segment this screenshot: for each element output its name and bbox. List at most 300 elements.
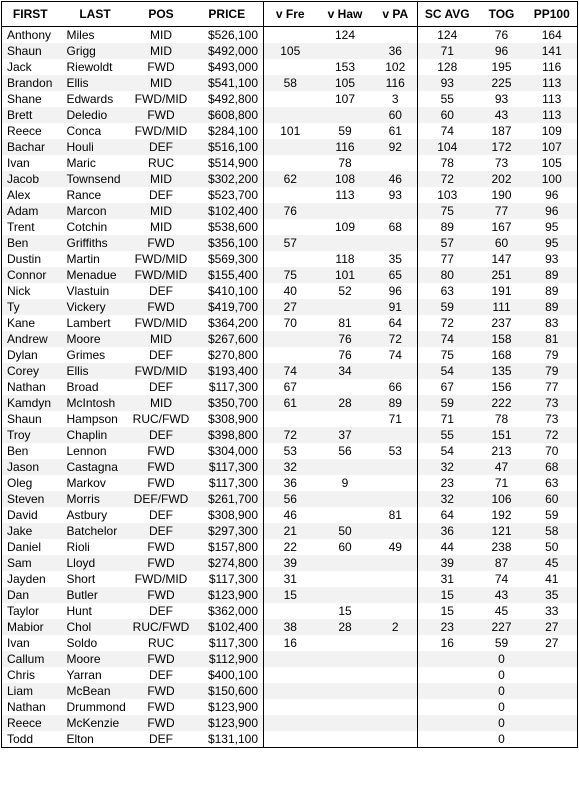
cell-last-name: Deledio [59,107,132,123]
cell-last-name: Chaplin [59,427,132,443]
cell-pp100: 77 [527,379,578,395]
cell-tog: 76 [477,27,527,44]
cell-sc-avg: 128 [418,59,477,75]
cell-position: DEF [132,139,191,155]
cell-last-name: Soldo [59,635,132,651]
cell-v-fre: 27 [264,299,317,315]
cell-position: FWD [132,587,191,603]
cell-last-name: Lennon [59,443,132,459]
cell-tog: 73 [477,155,527,171]
cell-last-name: Astbury [59,507,132,523]
cell-sc-avg [418,667,477,683]
cell-v-fre: 70 [264,315,317,331]
cell-pp100: 100 [527,171,578,187]
cell-last-name: Yarran [59,667,132,683]
cell-v-haw: 56 [317,443,374,459]
cell-tog: 168 [477,347,527,363]
cell-sc-avg: 15 [418,587,477,603]
cell-last-name: Ellis [59,75,132,91]
cell-tog: 156 [477,379,527,395]
cell-price: $516,100 [191,139,264,155]
cell-v-pa: 89 [374,395,418,411]
cell-v-pa: 116 [374,75,418,91]
cell-pp100: 79 [527,363,578,379]
cell-v-pa [374,523,418,539]
cell-v-fre [264,651,317,667]
cell-v-haw: 52 [317,283,374,299]
cell-sc-avg [418,731,477,748]
cell-tog: 190 [477,187,527,203]
table-row [2,443,578,459]
table-row [2,171,578,187]
table-row [2,155,578,171]
cell-position: FWD/MID [132,91,191,107]
cell-first-name: Ben [2,235,59,251]
cell-position: MID [132,43,191,59]
cell-v-pa: 74 [374,347,418,363]
table-row [2,651,578,667]
cell-price: $410,100 [191,283,264,299]
cell-first-name: Andrew [2,331,59,347]
cell-position: DEF [132,347,191,363]
cell-sc-avg: 39 [418,555,477,571]
cell-first-name: Brandon [2,75,59,91]
cell-first-name: Jacob [2,171,59,187]
cell-pp100: 50 [527,539,578,555]
cell-v-fre: 105 [264,43,317,59]
cell-v-pa [374,459,418,475]
cell-price: $117,300 [191,379,264,395]
table-row [2,43,578,59]
cell-price: $102,400 [191,203,264,219]
cell-last-name: Short [59,571,132,587]
table-row [2,475,578,491]
cell-position: DEF [132,379,191,395]
cell-first-name: Jayden [2,571,59,587]
cell-v-haw [317,299,374,315]
cell-sc-avg: 36 [418,523,477,539]
cell-position: MID [132,395,191,411]
player-stats-table [1,1,578,748]
cell-price: $102,400 [191,619,264,635]
cell-price: $261,700 [191,491,264,507]
cell-sc-avg: 64 [418,507,477,523]
cell-sc-avg: 67 [418,379,477,395]
cell-tog: 0 [477,667,527,683]
cell-tog: 47 [477,459,527,475]
cell-v-fre: 36 [264,475,317,491]
cell-tog: 111 [477,299,527,315]
cell-pp100: 81 [527,331,578,347]
cell-position: FWD [132,59,191,75]
cell-price: $112,900 [191,651,264,667]
cell-v-haw [317,555,374,571]
cell-price: $608,800 [191,107,264,123]
cell-pp100 [527,715,578,731]
cell-last-name: McBean [59,683,132,699]
table-row [2,331,578,347]
cell-sc-avg: 15 [418,603,477,619]
cell-v-haw [317,107,374,123]
table-row [2,587,578,603]
cell-v-pa [374,363,418,379]
cell-position: DEF [132,523,191,539]
cell-last-name: Elton [59,731,132,748]
table-row [2,379,578,395]
cell-last-name: Broad [59,379,132,395]
table-row [2,491,578,507]
cell-position: FWD/MID [132,571,191,587]
cell-pp100: 116 [527,59,578,75]
cell-first-name: Reece [2,715,59,731]
cell-v-fre: 39 [264,555,317,571]
cell-position: RUC [132,635,191,651]
cell-price: $523,700 [191,187,264,203]
cell-sc-avg: 80 [418,267,477,283]
cell-pp100: 107 [527,139,578,155]
cell-v-fre [264,603,317,619]
cell-v-pa [374,587,418,603]
cell-v-pa: 64 [374,315,418,331]
cell-v-fre [264,715,317,731]
cell-pp100: 58 [527,523,578,539]
cell-pp100: 89 [527,299,578,315]
cell-v-pa [374,491,418,507]
cell-first-name: Connor [2,267,59,283]
header-v-pa: v PA [374,2,418,27]
cell-last-name: McKenzie [59,715,132,731]
cell-sc-avg [418,651,477,667]
cell-price: $302,200 [191,171,264,187]
cell-price: $155,400 [191,267,264,283]
cell-v-fre [264,107,317,123]
cell-position: DEF [132,667,191,683]
cell-tog: 202 [477,171,527,187]
cell-v-fre [264,251,317,267]
cell-tog: 106 [477,491,527,507]
cell-v-fre: 56 [264,491,317,507]
cell-position: DEF [132,507,191,523]
cell-pp100: 113 [527,75,578,91]
cell-v-haw [317,43,374,59]
cell-price: $398,800 [191,427,264,443]
cell-v-haw [317,667,374,683]
cell-last-name: Butler [59,587,132,603]
cell-first-name: Brett [2,107,59,123]
cell-tog: 227 [477,619,527,635]
cell-v-fre: 62 [264,171,317,187]
cell-pp100: 33 [527,603,578,619]
table-row [2,619,578,635]
cell-v-haw [317,507,374,523]
cell-pp100: 59 [527,507,578,523]
cell-last-name: McIntosh [59,395,132,411]
cell-tog: 43 [477,107,527,123]
cell-tog: 151 [477,427,527,443]
cell-sc-avg: 103 [418,187,477,203]
cell-v-fre [264,187,317,203]
cell-v-pa [374,475,418,491]
cell-sc-avg: 23 [418,619,477,635]
cell-tog: 225 [477,75,527,91]
cell-price: $123,900 [191,715,264,731]
cell-sc-avg: 55 [418,91,477,107]
header-row [2,2,578,27]
cell-tog: 172 [477,139,527,155]
cell-first-name: Dustin [2,251,59,267]
table-row [2,507,578,523]
cell-v-haw: 81 [317,315,374,331]
cell-sc-avg [418,683,477,699]
cell-v-haw [317,203,374,219]
cell-v-pa [374,635,418,651]
cell-sc-avg [418,715,477,731]
cell-v-pa [374,603,418,619]
cell-price: $117,300 [191,475,264,491]
cell-v-pa [374,667,418,683]
cell-v-pa [374,683,418,699]
cell-v-fre: 53 [264,443,317,459]
cell-pp100: 93 [527,251,578,267]
cell-position: DEF [132,427,191,443]
cell-price: $131,100 [191,731,264,748]
cell-v-fre: 15 [264,587,317,603]
table-row [2,315,578,331]
cell-tog: 74 [477,571,527,587]
cell-pp100: 89 [527,267,578,283]
cell-v-fre: 72 [264,427,317,443]
table-row [2,539,578,555]
cell-first-name: Daniel [2,539,59,555]
cell-v-fre [264,331,317,347]
table-row [2,203,578,219]
cell-v-fre: 31 [264,571,317,587]
cell-price: $400,100 [191,667,264,683]
table-row [2,603,578,619]
cell-first-name: Corey [2,363,59,379]
table-row [2,75,578,91]
cell-sc-avg: 32 [418,491,477,507]
cell-v-pa: 36 [374,43,418,59]
table-row [2,395,578,411]
cell-first-name: Dylan [2,347,59,363]
cell-v-pa: 60 [374,107,418,123]
cell-price: $117,300 [191,571,264,587]
cell-v-haw [317,683,374,699]
cell-first-name: Mabior [2,619,59,635]
table-row [2,123,578,139]
cell-v-pa: 53 [374,443,418,459]
cell-first-name: Jason [2,459,59,475]
cell-first-name: Kane [2,315,59,331]
cell-last-name: Miles [59,27,132,44]
cell-v-haw [317,715,374,731]
cell-position: DEF [132,731,191,748]
cell-first-name: Ivan [2,635,59,651]
cell-last-name: Lloyd [59,555,132,571]
cell-v-fre [264,219,317,235]
cell-price: $493,000 [191,59,264,75]
cell-position: MID [132,219,191,235]
cell-price: $117,300 [191,459,264,475]
cell-v-pa: 102 [374,59,418,75]
cell-v-pa: 92 [374,139,418,155]
cell-last-name: Grigg [59,43,132,59]
cell-tog: 135 [477,363,527,379]
cell-tog: 195 [477,59,527,75]
cell-v-pa: 49 [374,539,418,555]
cell-v-pa [374,731,418,748]
cell-v-haw: 9 [317,475,374,491]
cell-last-name: Rance [59,187,132,203]
cell-pp100: 83 [527,315,578,331]
cell-v-fre: 46 [264,507,317,523]
cell-sc-avg: 74 [418,331,477,347]
cell-first-name: Reece [2,123,59,139]
cell-v-haw [317,635,374,651]
cell-position: RUC/FWD [132,620,190,634]
cell-price: $492,000 [191,43,264,59]
cell-price: $157,800 [191,539,264,555]
cell-v-haw: 124 [317,27,374,44]
cell-last-name: Hampson [59,411,132,427]
cell-tog: 192 [477,507,527,523]
cell-position: DEF [132,187,191,203]
cell-last-name: Riewoldt [59,59,132,75]
cell-tog: 222 [477,395,527,411]
cell-v-fre [264,411,317,427]
cell-first-name: Alex [2,187,59,203]
cell-v-fre [264,27,317,44]
cell-last-name: Townsend [59,171,132,187]
cell-v-fre [264,91,317,107]
cell-position: FWD/MID [132,363,191,379]
cell-v-haw: 37 [317,427,374,443]
cell-last-name: Grimes [59,347,132,363]
cell-tog: 0 [477,699,527,715]
cell-position: FWD/MID [132,267,191,283]
cell-v-haw [317,411,374,427]
cell-v-haw: 105 [317,75,374,91]
cell-sc-avg: 54 [418,363,477,379]
header-last: LAST [59,2,132,27]
cell-last-name: Cotchin [59,219,132,235]
cell-tog: 121 [477,523,527,539]
cell-sc-avg: 63 [418,283,477,299]
header-sc-avg: SC AVG [418,2,477,27]
cell-price: $526,100 [191,27,264,44]
table-row [2,187,578,203]
cell-pp100: 96 [527,187,578,203]
cell-last-name: Maric [59,155,132,171]
cell-tog: 213 [477,443,527,459]
cell-v-haw: 28 [317,395,374,411]
cell-position: FWD [132,683,191,699]
cell-v-fre: 61 [264,395,317,411]
cell-last-name: Ellis [59,363,132,379]
cell-v-fre: 16 [264,635,317,651]
cell-last-name: Marcon [59,203,132,219]
cell-v-haw: 101 [317,267,374,283]
table-row [2,555,578,571]
cell-last-name: Markov [59,475,132,491]
cell-last-name: Menadue [59,267,132,283]
cell-price: $364,200 [191,315,264,331]
cell-position: FWD [132,699,191,715]
cell-tog: 191 [477,283,527,299]
cell-tog: 0 [477,715,527,731]
cell-v-fre: 40 [264,283,317,299]
cell-first-name: Callum [2,651,59,667]
cell-sc-avg: 89 [418,219,477,235]
cell-v-pa [374,155,418,171]
table-row [2,715,578,731]
header-pos: POS [132,2,191,27]
cell-price: $308,900 [191,411,264,427]
table-row [2,683,578,699]
cell-pp100: 27 [527,635,578,651]
cell-v-haw [317,587,374,603]
cell-last-name: Morris [59,491,132,507]
cell-price: $123,900 [191,699,264,715]
cell-price: $297,300 [191,523,264,539]
table-row [2,107,578,123]
cell-position: FWD [132,459,191,475]
table-row [2,731,578,748]
cell-v-pa [374,427,418,443]
cell-v-pa [374,235,418,251]
cell-position: RUC [132,155,191,171]
cell-position: FWD [132,715,191,731]
cell-v-haw: 28 [317,619,374,635]
cell-first-name: Jack [2,59,59,75]
header-price: PRICE [191,2,264,27]
cell-pp100: 70 [527,443,578,459]
cell-v-fre [264,59,317,75]
cell-v-haw: 50 [317,523,374,539]
cell-price: $284,100 [191,123,264,139]
cell-pp100: 63 [527,475,578,491]
cell-pp100 [527,731,578,748]
cell-tog: 158 [477,331,527,347]
cell-pp100: 27 [527,619,578,635]
cell-tog: 77 [477,203,527,219]
cell-tog: 0 [477,683,527,699]
cell-position: FWD [132,539,191,555]
cell-pp100: 89 [527,283,578,299]
cell-v-pa [374,555,418,571]
table-row [2,459,578,475]
cell-sc-avg: 16 [418,635,477,651]
table-row [2,139,578,155]
cell-sc-avg: 75 [418,203,477,219]
cell-sc-avg: 71 [418,411,477,427]
table-row [2,523,578,539]
cell-pp100: 95 [527,219,578,235]
cell-v-pa: 66 [374,379,418,395]
cell-v-pa: 61 [374,123,418,139]
cell-price: $308,900 [191,507,264,523]
cell-v-fre: 32 [264,459,317,475]
cell-first-name: Taylor [2,603,59,619]
cell-sc-avg: 59 [418,395,477,411]
cell-v-pa: 81 [374,507,418,523]
cell-v-haw [317,235,374,251]
cell-v-pa: 68 [374,219,418,235]
cell-first-name: Jake [2,523,59,539]
cell-last-name: Rioli [59,539,132,555]
table-row [2,267,578,283]
